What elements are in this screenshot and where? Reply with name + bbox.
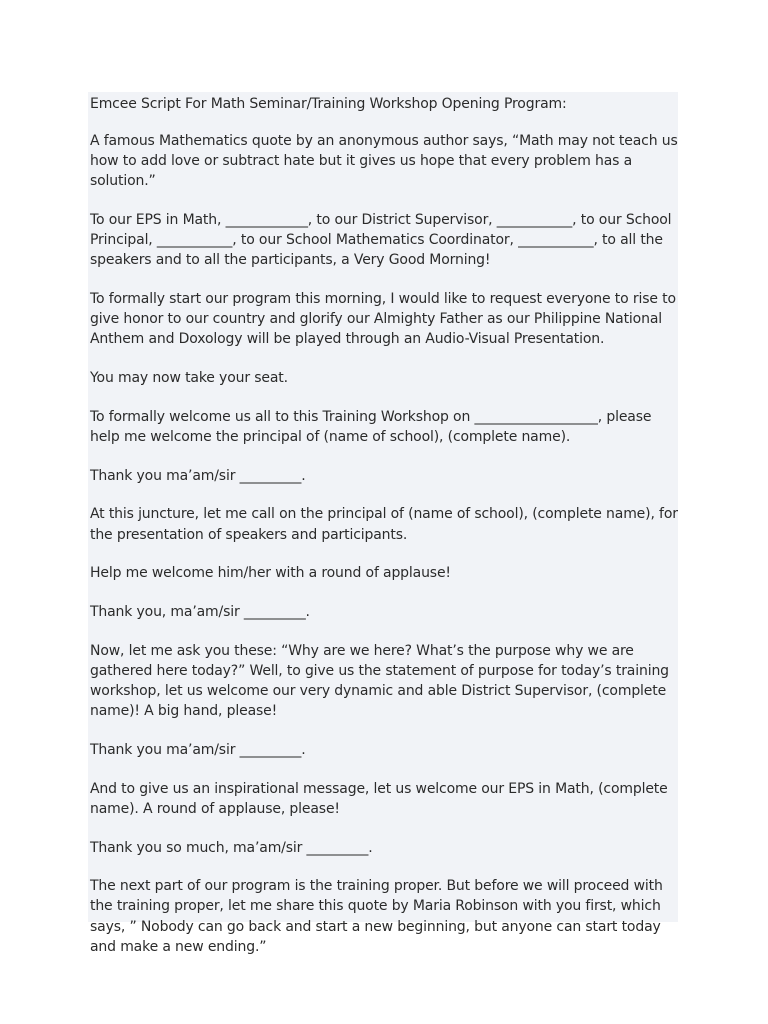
- paragraph-welcome-principal: To formally welcome us all to this Training Workshop on __________________, please help me welcome the principal of (name of school), (complete name).: [90, 408, 652, 445]
- paragraph-inspirational: And to give us an inspirational message, let us welcome our EPS in Math, (complete name). A round of applause, please!: [90, 780, 668, 817]
- paragraph-greeting: To our EPS in Math, ____________, to our District Supervisor, ___________, to our School Principal, ___________, to our School Mathematics Coordinator, ___________, to all the speakers and to all the participants, a Very Good Morning!: [90, 211, 672, 269]
- paragraph-training-proper: The next part of our program is the training proper. But before we will proceed with the training proper, let me share this quote by Maria Robinson with you first, which says, ” Nobody can go back and start a new beginning, but anyone can start today and make a new ending.”: [90, 878, 663, 955]
- paragraph-take-seat: You may now take your seat.: [90, 370, 288, 387]
- paragraph-anthem: To formally start our program this morning, I would like to request everyone to rise to give honor to our country and glorify our Almighty Father as our Philippine National Anthem and Doxology will be played through an Audio-Visual Presentation.: [90, 290, 676, 348]
- paragraph-quote: A famous Mathematics quote by an anonymous author says, “Math may not teach us how to add love or subtract hate but it gives us hope that every problem has a solution.”: [90, 132, 678, 190]
- paragraph-thank-you-1: Thank you ma’am/sir _________.: [90, 467, 306, 484]
- paragraph-purpose: Now, let me ask you these: “Why are we here? What’s the purpose why we are gathered here today?” Well, to give us the statement of purpose for today’s training workshop, let us welcome our very dynamic and able District Supervisor, (complete name)! A big hand, please!: [90, 642, 669, 720]
- paragraph-presentation: At this juncture, let me call on the principal of (name of school), (complete name), for the presentation of speakers and participants.: [90, 506, 678, 543]
- paragraph-applause: Help me welcome him/her with a round of applause!: [90, 565, 451, 582]
- paragraph-thank-you-4: Thank you so much, ma’am/sir _________.: [90, 839, 373, 856]
- document-body: [88, 92, 678, 957]
- document-title: Emcee Script For Math Seminar/Training Workshop Opening Program:: [90, 96, 567, 112]
- document-page: [88, 92, 678, 955]
- paragraph-thank-you-3: Thank you ma’am/sir _________.: [90, 741, 306, 758]
- paragraph-thank-you-2: Thank you, ma’am/sir _________.: [90, 603, 310, 620]
